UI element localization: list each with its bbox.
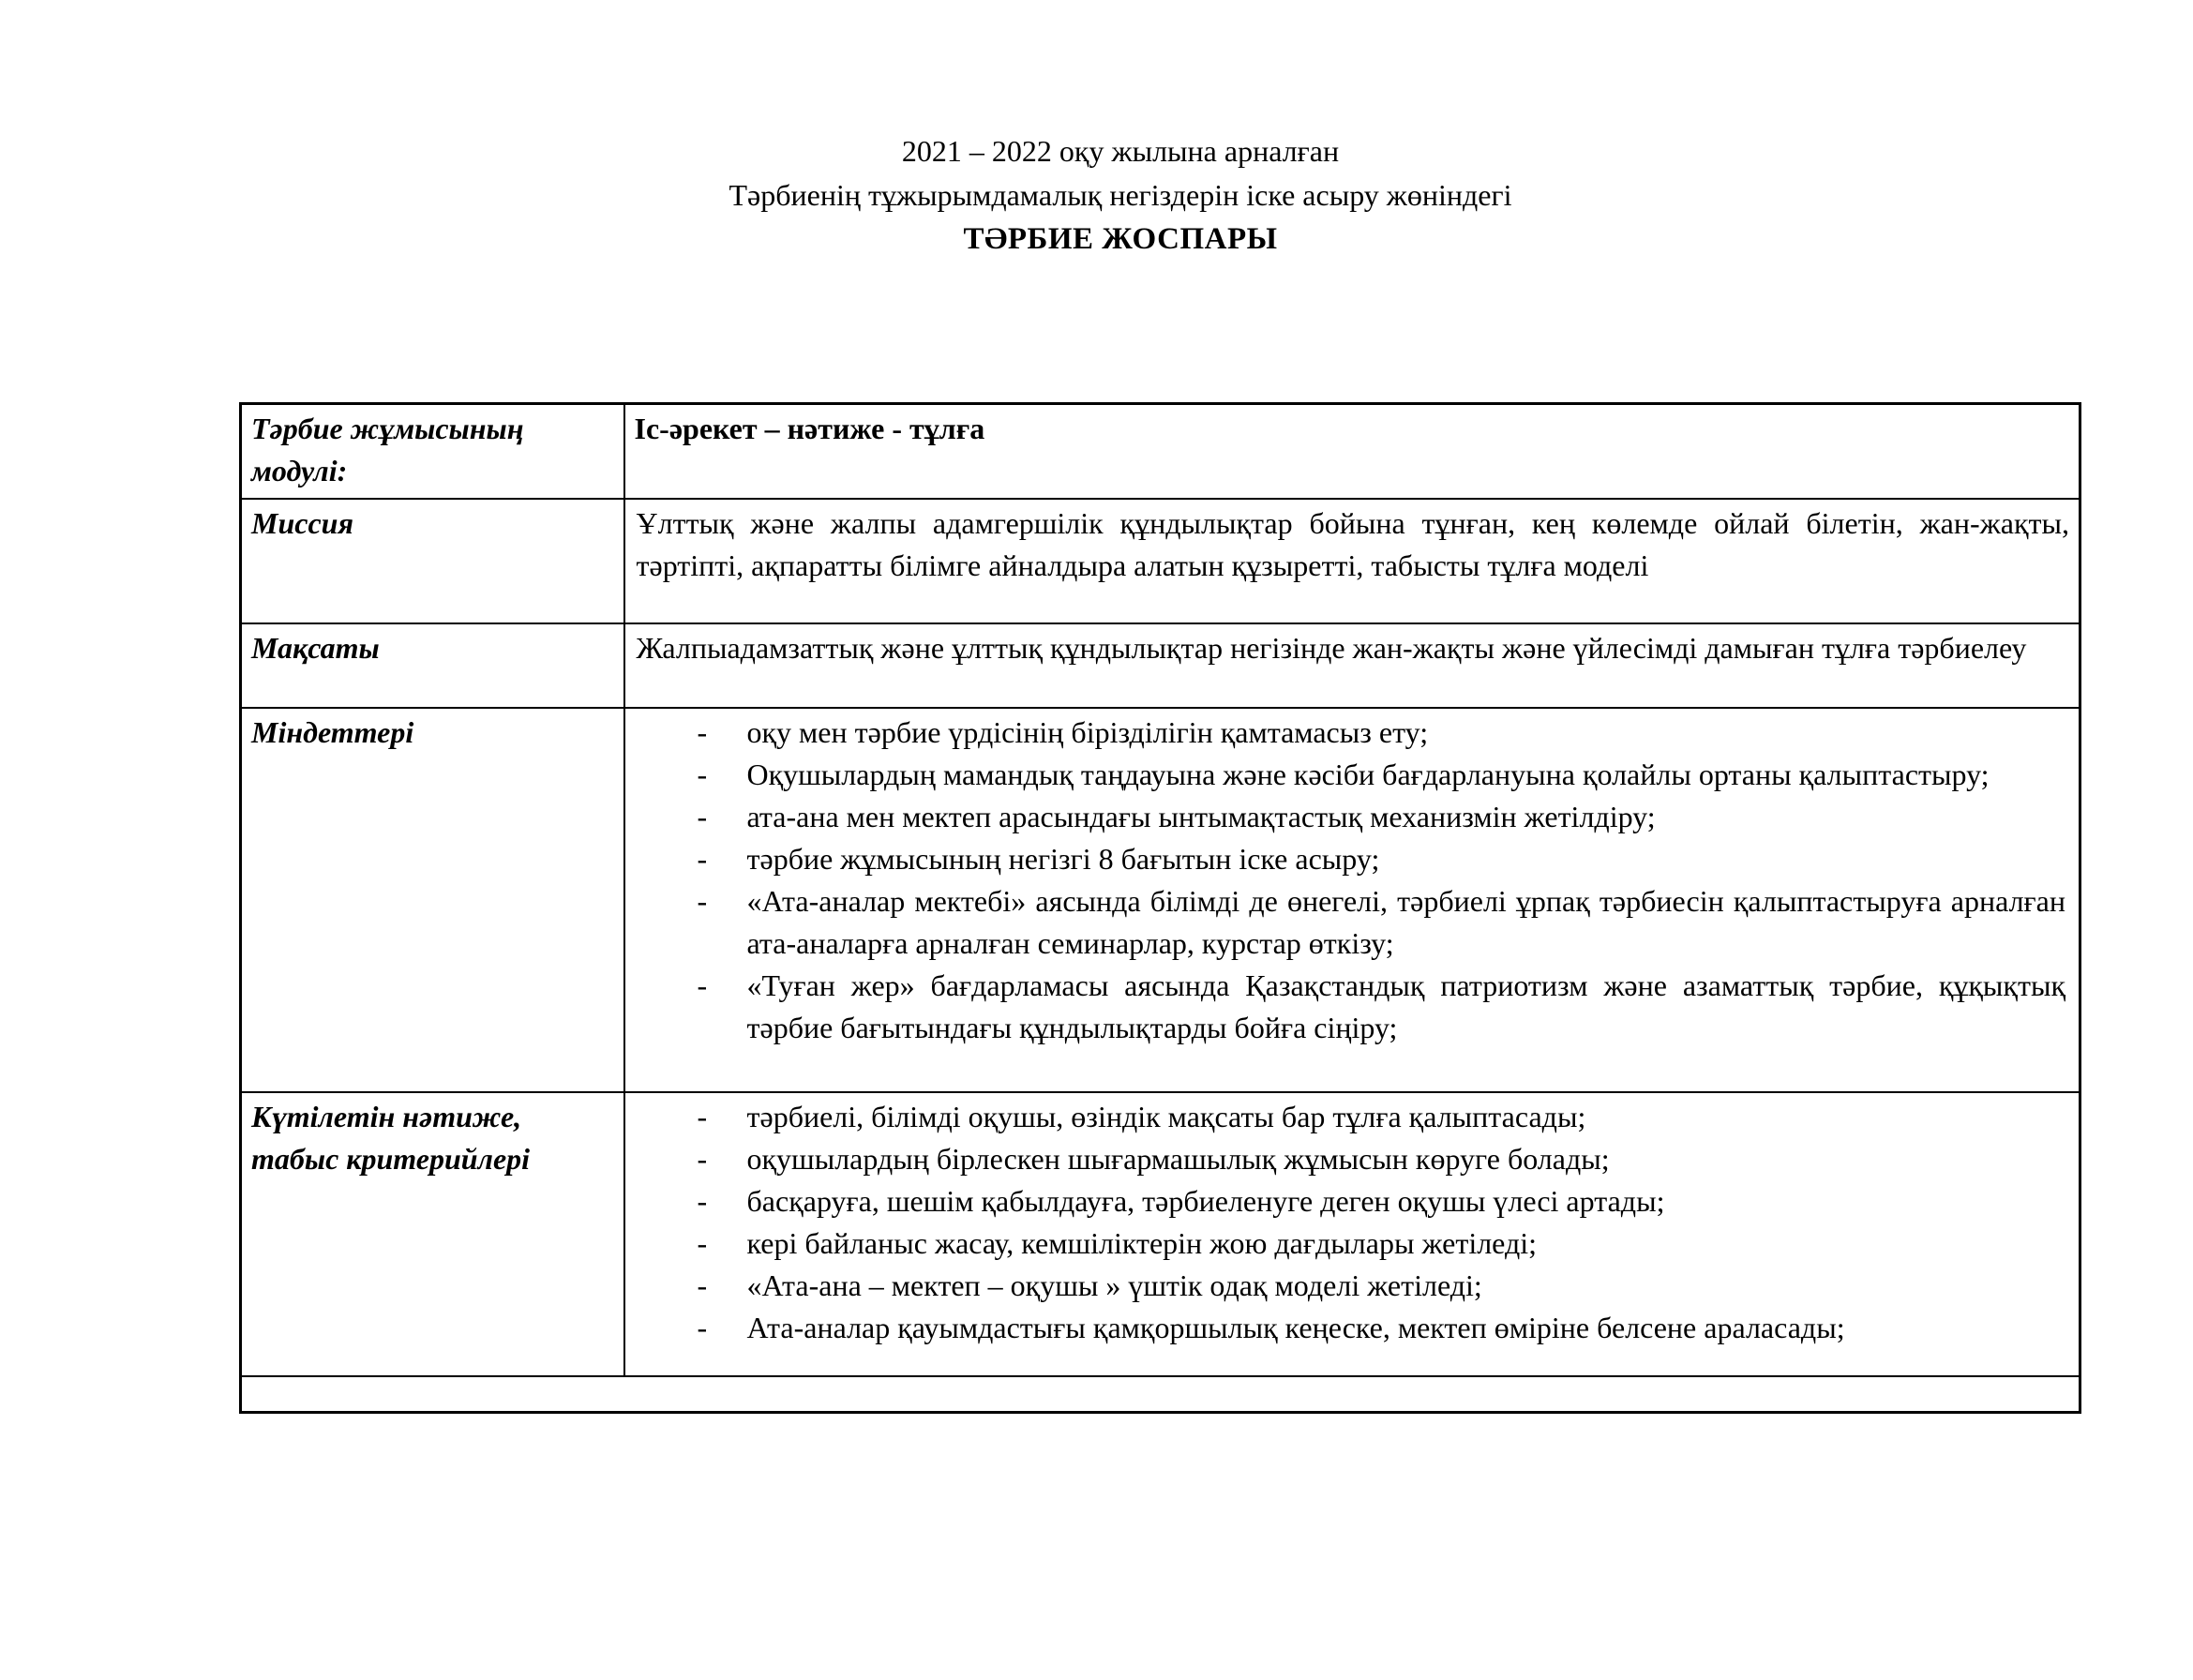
- dash-marker: -: [697, 1311, 708, 1344]
- table-row-goal: [241, 623, 2080, 708]
- dash-marker: -: [697, 1100, 708, 1133]
- table-row-tasks: [241, 708, 2080, 1092]
- list-item: [635, 796, 2066, 838]
- plan-table: [239, 402, 2081, 1414]
- table-row-header: [241, 404, 2080, 500]
- list-item: [635, 1138, 2066, 1180]
- list-item-text: ата-ана мен мектеп арасындағы ынтымақтастық механизмін жетілдіру;: [746, 800, 1656, 833]
- empty-row-cell: [241, 1376, 2080, 1413]
- tasks-label: Міндеттері: [241, 708, 624, 1092]
- list-item: [635, 1307, 2066, 1349]
- dash-marker: -: [697, 968, 708, 1002]
- dash-marker: -: [697, 1184, 708, 1218]
- header-module-cell: Тәрбие жұмысының модулі:: [241, 404, 624, 500]
- list-item: [635, 838, 2066, 880]
- list-item-text: тәрбие жұмысының негізгі 8 бағытын іске асыру;: [746, 842, 1380, 876]
- tasks-list-cell: [624, 708, 2080, 1092]
- mission-text: Ұлттық және жалпы адамгершілік құндылықтар бойына тұнған, кең көлемде ойлай білетін, жан-жақты, тәртіпті, ақпаратты білімге айналдыра алатын құзыретті, табысты тұлға моделі: [624, 499, 2080, 623]
- list-item-text: басқаруға, шешім қабылдауға, тәрбиеленуге деген оқушы үлесі артады;: [746, 1184, 1665, 1218]
- list-item: [635, 1180, 2066, 1222]
- dash-marker: -: [697, 800, 708, 833]
- list-item-text: оқу мен тәрбие үрдісінің бірізділігін қамтамасыз ету;: [746, 715, 1429, 749]
- list-item-text: тәрбиелі, білімді оқушы, өзіндік мақсаты бар тұлға қалыптасады;: [746, 1100, 1586, 1133]
- dash-marker: -: [697, 715, 708, 749]
- dash-marker: -: [697, 1142, 708, 1176]
- list-item-text: Ата-аналар қауымдастығы қамқоршылық кеңеске, мектеп өміріне белсене араласады;: [746, 1311, 1845, 1344]
- table-row-empty: [241, 1376, 2080, 1413]
- list-item: [635, 1265, 2066, 1307]
- tasks-list: [635, 712, 2070, 1049]
- goal-label: Мақсаты: [241, 623, 624, 708]
- dash-marker: -: [697, 884, 708, 918]
- list-item-text: «Ата-аналар мектебі» аясында білімді де өнегелі, тәрбиелі ұрпақ тәрбиесін қалыптастыруға арналған ата-аналарға арналған семинарлар, курстар өткізу;: [746, 884, 2065, 960]
- list-item-text: Оқушылардың мамандық таңдауына және кәсіби бағдарлануына қолайлы ортаны қалыптастыру;: [746, 758, 1990, 791]
- list-item: [635, 712, 2066, 754]
- dash-marker: -: [697, 842, 708, 876]
- list-item: [635, 965, 2066, 1049]
- header-action-cell: Іс-әрекет – нәтиже - тұлға: [624, 404, 2080, 500]
- list-item-text: оқушылардың бірлескен шығармашылық жұмысын көруге болады;: [746, 1142, 1610, 1176]
- goal-text: Жалпыадамзаттық және ұлттық құндылықтар негізінде жан-жақты және үйлесімді дамыған тұлға тәрбиелеу: [624, 623, 2080, 708]
- dash-marker: -: [697, 1268, 708, 1302]
- list-item-text: «Туған жер» бағдарламасы аясында Қазақстандық патриотизм және азаматтық тәрбие, құқықтық тәрбие бағытындағы құндылықтарды бойға сіңіру;: [746, 968, 2065, 1044]
- dash-marker: -: [697, 758, 708, 791]
- expected-results-list-cell: [624, 1092, 2080, 1376]
- list-item-text: кері байланыс жасау, кемшіліктерін жою дағдылары жетіледі;: [746, 1226, 1538, 1260]
- list-item: [635, 1096, 2066, 1138]
- mission-label: Миссия: [241, 499, 624, 623]
- list-item-text: «Ата-ана – мектеп – оқушы » үштік одақ моделі жетіледі;: [746, 1268, 1482, 1302]
- document-page: [0, 129, 2193, 1680]
- table-row-expected-results: [241, 1092, 2080, 1376]
- title-line-subtitle: Тәрбиенің тұжырымдамалық негіздерін іске асыру жөніндегі: [728, 178, 1512, 212]
- document-title: [239, 129, 2002, 262]
- list-item: [635, 1222, 2066, 1265]
- list-item: [635, 754, 2066, 796]
- expected-results-list: [635, 1096, 2070, 1349]
- list-item: [635, 880, 2066, 965]
- title-line-year: 2021 – 2022 оқу жылына арналған: [901, 134, 1340, 168]
- title-line-main: ТӘРБИЕ ЖОСПАРЫ: [963, 222, 1278, 256]
- table-row-mission: [241, 499, 2080, 623]
- dash-marker: -: [697, 1226, 708, 1260]
- expected-results-label: Күтілетін нәтиже, табыс критерийлері: [241, 1092, 624, 1376]
